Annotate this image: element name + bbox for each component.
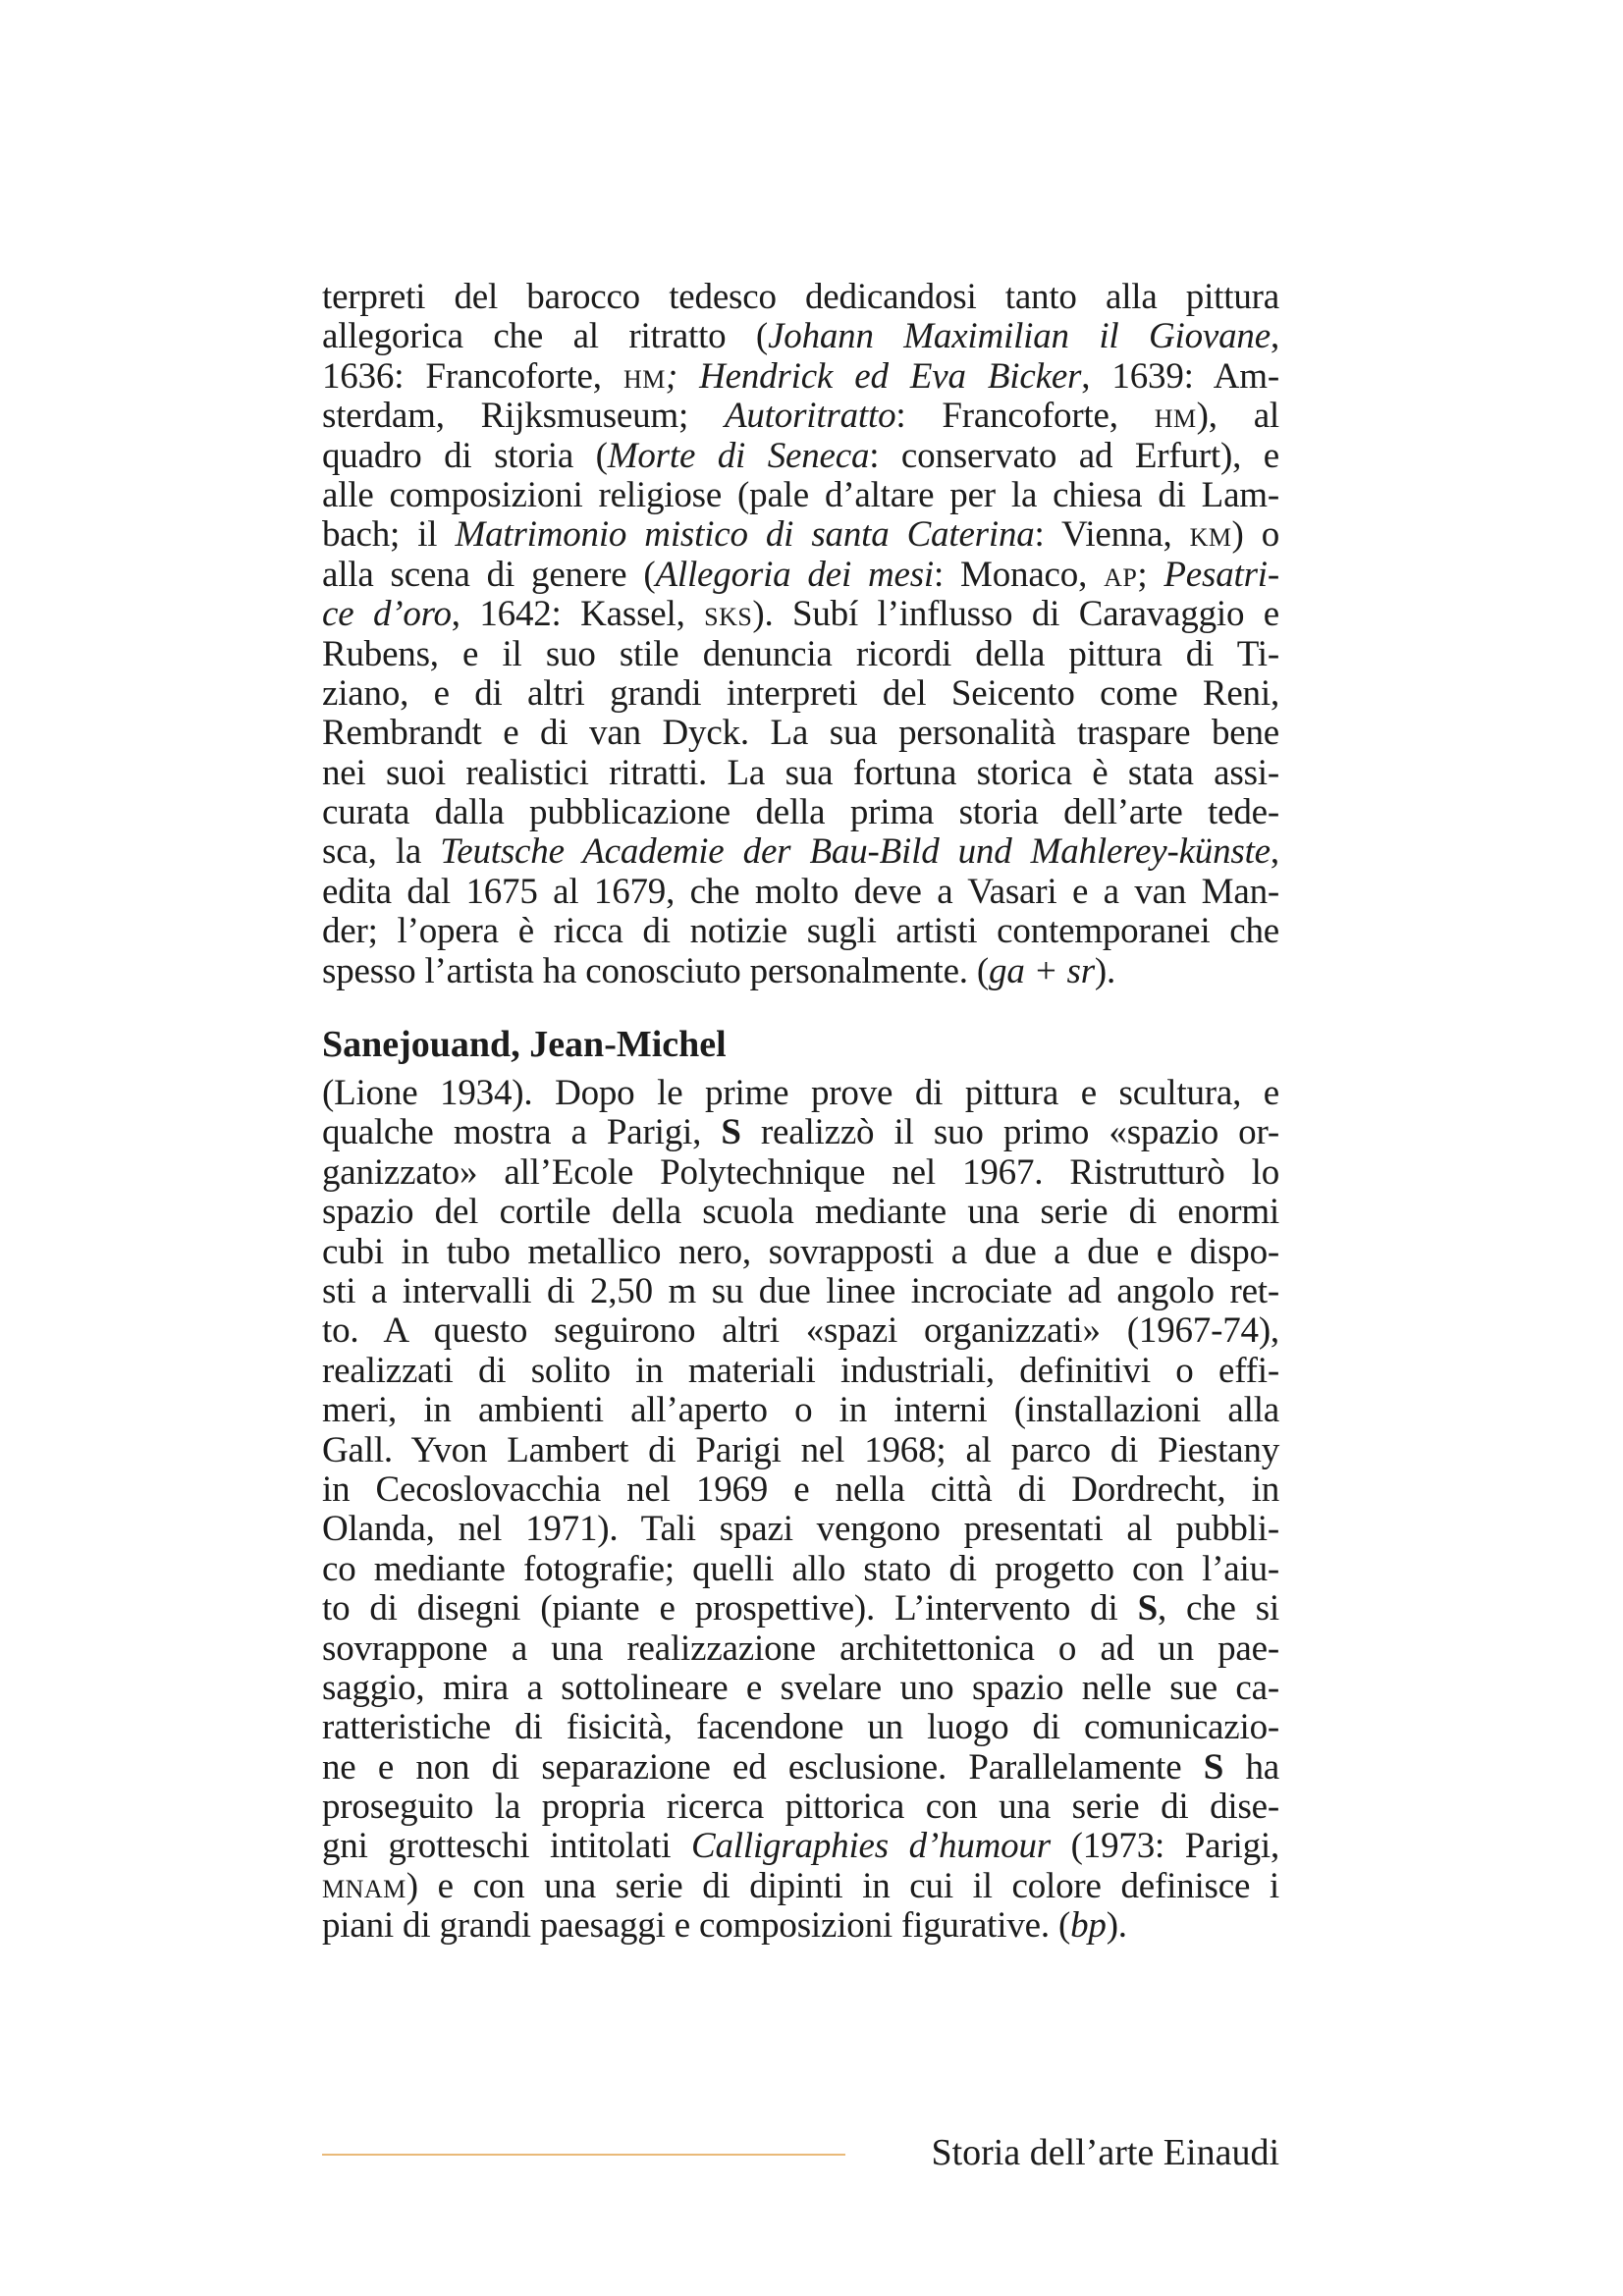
text-line	[322, 1867, 1279, 1906]
text-line	[322, 397, 1279, 436]
text-line	[322, 635, 1279, 674]
small-caps-text: ap	[1104, 554, 1138, 595]
bold-text: S	[721, 1112, 741, 1153]
text-span: ).	[1094, 950, 1116, 991]
text-line	[322, 1708, 1279, 1747]
text-span: (Lione 1934). Dopo le prime prove di pittura e scultura, e	[322, 1073, 1279, 1114]
text-line	[322, 1669, 1279, 1708]
text-line	[322, 832, 1279, 872]
text-line	[322, 357, 1279, 397]
bold-text: S	[1203, 1746, 1224, 1788]
text-span: piani di grandi paesaggi e composizioni figurative. (	[322, 1905, 1071, 1947]
text-span: in Cecoslovacchia nel 1969 e nella città di Dordrecht, in	[322, 1468, 1279, 1510]
italic-text: bp	[1070, 1905, 1107, 1947]
text-span: qualche mostra a Parigi,	[322, 1112, 722, 1153]
text-span: ,	[1270, 316, 1279, 357]
text-span: edita dal 1675 al 1679, che molto deve a Vasari e a van Man-	[322, 871, 1279, 912]
text-span: sovrappone a una realizzazione architettonica o ad un pae-	[322, 1628, 1279, 1669]
text-span: realizzati di solito in materiali industriali, definitivi o effi-	[322, 1350, 1279, 1391]
text-span: ne e non di separazione ed esclusione. Parallelamente	[322, 1746, 1204, 1788]
entry-title: Sanejouand, Jean-Michel	[322, 1024, 727, 1066]
text-span: , 1639: Am-	[1081, 355, 1279, 397]
text-span: ). Subí l’influsso di Caravaggio e	[752, 594, 1279, 635]
text-line	[322, 1391, 1279, 1430]
text-line	[322, 873, 1279, 912]
italic-text: Autoritratto	[724, 396, 896, 437]
text-span: sti a intervalli di 2,50 m su due linee incrociate ad angolo ret-	[322, 1270, 1279, 1311]
text-line	[322, 317, 1279, 356]
small-caps-text: hm	[1154, 396, 1197, 437]
text-span: quadro di storia (	[322, 435, 608, 476]
text-span: 1636: Francoforte,	[322, 355, 623, 397]
text-span: sterdam, Rijksmuseum;	[322, 396, 725, 437]
small-caps-text: hm	[622, 355, 666, 397]
small-caps-text: mnam	[322, 1865, 406, 1906]
text-line	[322, 1233, 1279, 1272]
text-span: ratteristiche di fisicità, facendone un luogo di comunicazio-	[322, 1707, 1279, 1748]
text-span: to. A questo seguirono altri «spazi organizzati» (1967-74),	[322, 1310, 1279, 1352]
text-line	[322, 476, 1279, 515]
text-span: Gall. Yvon Lambert di Parigi nel 1968; al parco di Piestany	[322, 1429, 1279, 1470]
text-span: alle composizioni religiose (pale d’altare per la chiesa di Lam-	[322, 474, 1279, 515]
italic-text: ga + sr	[989, 950, 1095, 991]
text-line	[322, 278, 1279, 317]
text-span: ) e con una serie di dipinti in cui il colore definisce i	[406, 1865, 1279, 1906]
text-span: ) o	[1231, 514, 1279, 556]
text-span: cubi in tubo metallico nero, sovrapposti a due a due e dispo-	[322, 1231, 1279, 1272]
text-line	[322, 754, 1279, 793]
text-line	[322, 912, 1279, 951]
text-line	[322, 1906, 1279, 1946]
footer-rule	[322, 2154, 845, 2156]
text-line	[322, 1550, 1279, 1589]
italic-text: Matrimonio mistico di santa Caterina	[455, 514, 1035, 556]
text-line	[322, 1311, 1279, 1351]
footer-publisher: Storia dell’arte Einaudi	[931, 2132, 1279, 2173]
text-span: meri, in ambienti all’aperto o in interni (installazioni alla	[322, 1390, 1279, 1431]
small-caps-text: sks	[704, 594, 753, 635]
italic-text: Teutsche Academie der Bau-Bild und Mahlerey-künste	[440, 831, 1271, 873]
text-line	[322, 1589, 1279, 1629]
text-span: Rembrandt e di van Dyck. La sua personalità traspare bene	[322, 713, 1279, 754]
text-line	[322, 952, 1279, 991]
text-span: nei suoi realistici ritratti. La sua fortuna storica è stata assi-	[322, 752, 1279, 793]
text-span: co mediante fotografie; quelli allo stato di progetto con l’aiu-	[322, 1548, 1279, 1589]
text-span: ha	[1223, 1746, 1279, 1788]
italic-text: Pesatri-	[1163, 554, 1279, 595]
text-span: : Monaco,	[934, 554, 1105, 595]
text-span: : conservato ad Erfurt), e	[869, 435, 1279, 476]
text-line	[322, 1431, 1279, 1470]
text-span: ;	[1137, 554, 1164, 595]
text-span: ,	[1270, 831, 1279, 873]
text-line	[322, 1827, 1279, 1866]
text-span: proseguito la propria ricerca pittorica con una serie di dise-	[322, 1787, 1279, 1828]
text-line	[322, 1352, 1279, 1391]
small-caps-text: km	[1189, 514, 1232, 556]
text-span: curata dalla pubblicazione della prima storia dell’arte tede-	[322, 792, 1279, 833]
text-line	[322, 1510, 1279, 1549]
text-span: ), al	[1196, 396, 1279, 437]
text-span: to di disegni (piante e prospettive). L’intervento di	[322, 1588, 1138, 1629]
text-line	[322, 1788, 1279, 1827]
text-line	[322, 1748, 1279, 1788]
italic-text: ; Hendrick ed Eva Bicker	[665, 355, 1082, 397]
text-span: gni grotteschi intitolati	[322, 1826, 692, 1867]
text-line	[322, 1272, 1279, 1311]
text-span: : Vienna,	[1034, 514, 1190, 556]
text-line	[322, 515, 1279, 555]
text-span: saggio, mira a sottolineare e svelare uno spazio nelle sue ca-	[322, 1667, 1279, 1708]
text-line	[322, 595, 1279, 634]
text-span: sca, la	[322, 831, 441, 873]
text-span: , 1642: Kassel,	[451, 594, 705, 635]
text-span: Rubens, e il suo stile denuncia ricordi della pittura di Ti-	[322, 633, 1279, 674]
text-span: (1973: Parigi,	[1050, 1826, 1279, 1867]
text-line	[322, 437, 1279, 476]
text-line	[322, 793, 1279, 832]
page-footer	[322, 2128, 1279, 2177]
text-span: ganizzato» all’Ecole Polytechnique nel 1967. Ristrutturò lo	[322, 1151, 1279, 1193]
text-span: allegorica che al ritratto (	[322, 316, 769, 357]
text-span: ).	[1106, 1905, 1127, 1947]
article-continued-text	[322, 278, 1279, 991]
text-span: der; l’opera è ricca di notizie sugli artisti contemporanei che	[322, 911, 1279, 952]
text-span: , che si	[1157, 1588, 1279, 1629]
text-span: terpreti del barocco tedesco dedicandosi tanto alla pittura	[322, 277, 1279, 317]
text-line	[322, 1193, 1279, 1232]
text-span: bach; il	[322, 514, 456, 556]
text-line	[322, 1113, 1279, 1152]
italic-text: Morte di Seneca	[607, 435, 870, 476]
text-line	[322, 1629, 1279, 1669]
text-line	[322, 1153, 1279, 1193]
bold-text: S	[1137, 1588, 1158, 1629]
text-line	[322, 1470, 1279, 1510]
italic-text: Johann Maximilian il Giovane	[768, 316, 1271, 357]
text-span: ziano, e di altri grandi interpreti del Seicento come Reni,	[322, 672, 1279, 714]
text-span: spesso l’artista ha conosciuto personalmente. (	[322, 950, 990, 991]
italic-text: Calligraphies d’humour	[691, 1826, 1051, 1867]
text-line	[322, 714, 1279, 753]
text-line	[322, 1074, 1279, 1113]
text-line	[322, 674, 1279, 714]
text-span: Olanda, nel 1971). Tali spazi vengono presentati al pubbli-	[322, 1509, 1279, 1550]
text-span: spazio del cortile della scuola mediante una serie di enormi	[322, 1192, 1279, 1233]
text-line	[322, 556, 1279, 595]
italic-text: Allegoria dei mesi	[655, 554, 934, 595]
text-span: realizzò il suo primo «spazio or-	[740, 1112, 1279, 1153]
italic-text: ce d’oro	[322, 594, 452, 635]
entry-body-text	[322, 1074, 1279, 1947]
text-span: : Francoforte,	[895, 396, 1155, 437]
text-span: alla scena di genere (	[322, 554, 656, 595]
page-body	[322, 278, 1279, 1947]
